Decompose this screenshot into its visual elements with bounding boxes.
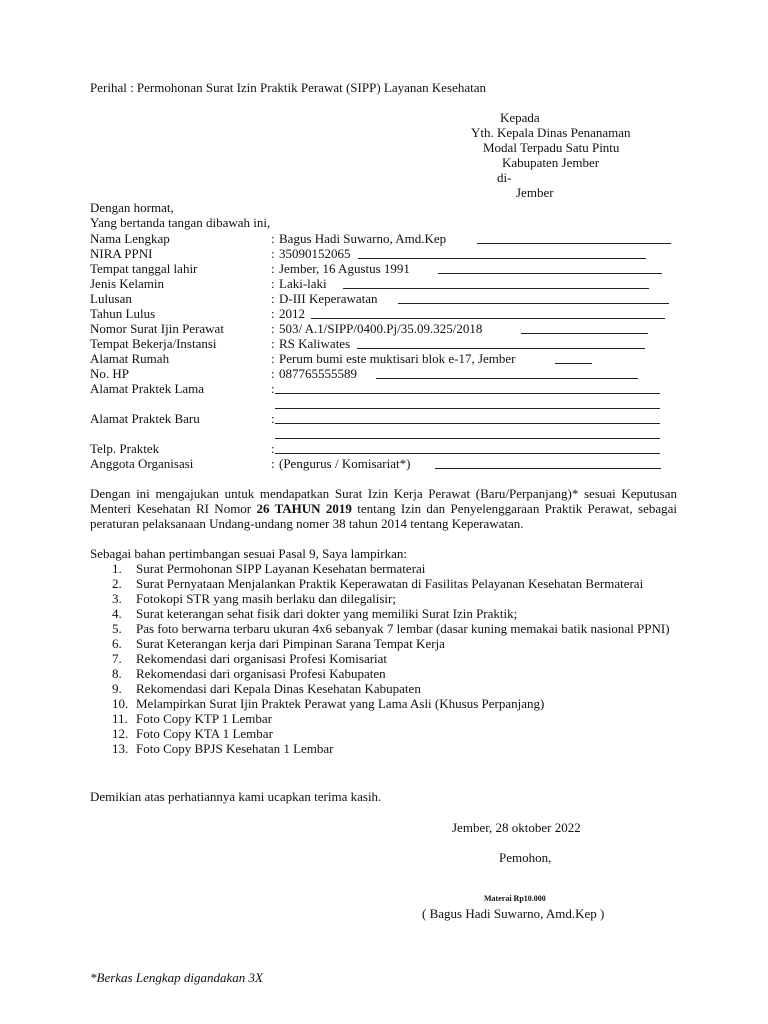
list-item: 3. Fotokopi STR yang masih berlaku dan dilegalisir; (112, 591, 396, 606)
list-item: 11. Foto Copy KTP 1 Lembar (112, 711, 273, 726)
field-telp-praktek (90, 441, 690, 456)
signer-name: ( Bagus Hadi Suwarno, Amd.Kep ) (422, 906, 605, 921)
field-colon: : (271, 381, 275, 396)
fill-line (521, 333, 648, 334)
list-item: 13. Foto Copy BPJS Kesehatan 1 Lembar (112, 741, 334, 756)
field-colon: : (271, 306, 275, 321)
fill-line (358, 258, 646, 259)
field-value: RS Kaliwates (279, 336, 351, 351)
field-value: Bagus Hadi Suwarno, Amd.Kep (279, 231, 447, 246)
field-value: Laki-laki (279, 276, 327, 291)
field-label: Jenis Kelamin (90, 276, 165, 291)
list-item: 7. Rekomendasi dari organisasi Profesi Komisariat (112, 651, 388, 666)
field-colon: : (271, 456, 275, 471)
fill-line (275, 423, 660, 424)
list-item: 8. Rekomendasi dari organisasi Profesi Kabupaten (112, 666, 386, 681)
field-label: Lulusan (90, 291, 132, 306)
intro-text: Yang bertanda tangan dibawah ini, (90, 215, 271, 230)
recipient-line-1: Kepada (500, 110, 540, 125)
field-jenis-kelamin (90, 276, 690, 291)
list-item: 2. Surat Pernyataan Menjalankan Praktik Keperawatan di Fasilitas Pelayanan Kesehatan Bermaterai (112, 576, 644, 591)
field-colon: : (271, 366, 275, 381)
list-item: 1. Surat Permohonan SIPP Layanan Kesehatan bermaterai (112, 561, 426, 576)
field-label: Nama Lengkap (90, 231, 170, 246)
fill-line (438, 273, 662, 274)
attachment-list (90, 561, 677, 756)
field-value: Jember, 16 Agustus 1991 (279, 261, 410, 276)
field-lulusan (90, 291, 690, 306)
fill-line (275, 408, 660, 409)
place-date: Jember, 28 oktober 2022 (452, 820, 581, 835)
fill-line (376, 378, 638, 379)
body-text: Dengan ini mengajukan untuk mendapatkan Surat Izin Kerja Perawat (Baru/Perpanjang)* sesuai Keputusan Menteri Kesehatan RI Nomor (90, 486, 677, 516)
recipient-line-3: Modal Terpadu Satu Pintu (483, 140, 620, 155)
greeting: Dengan hormat, (90, 200, 174, 215)
closing-text: Demikian atas perhatiannya kami ucapkan terima kasih. (90, 789, 382, 804)
body-paragraph (90, 486, 677, 531)
field-label: Anggota Organisasi (90, 456, 194, 471)
field-value: 2012 (279, 306, 305, 321)
field-colon: : (271, 231, 275, 246)
field-no-hp (90, 366, 690, 381)
field-alamat-praktek-lama (90, 381, 690, 396)
fill-line (555, 363, 592, 364)
field-tempat-tanggal-lahir (90, 261, 690, 276)
fill-line (477, 243, 671, 244)
fill-line (343, 288, 649, 289)
recipient-line-6: Jember (516, 185, 554, 200)
field-colon: : (271, 261, 275, 276)
field-colon: : (271, 321, 275, 336)
field-nama-lengkap (90, 231, 690, 246)
field-nomor-surat-ijin (90, 321, 690, 336)
signer-role: Pemohon, (499, 850, 552, 865)
field-colon: : (271, 441, 275, 456)
fill-line (311, 318, 665, 319)
subject-line: Perihal : Permohonan Surat Izin Praktik Perawat (SIPP) Layanan Kesehatan (90, 80, 487, 95)
field-alamat-praktek-baru (90, 411, 690, 426)
field-label: Tempat tanggal lahir (90, 261, 198, 276)
recipient-line-5: di- (497, 170, 512, 185)
recipient-line-2: Yth. Kepala Dinas Penanaman (471, 125, 631, 140)
decree-number: 26 TAHUN 2019 (256, 501, 352, 516)
field-label: Alamat Praktek Baru (90, 411, 200, 426)
field-label: No. HP (90, 366, 130, 381)
list-item: 10. Melampirkan Surat Ijin Praktek Perawat yang Lama Asli (Khusus Perpanjang) (112, 696, 545, 711)
fill-line (275, 393, 660, 394)
field-anggota-organisasi (90, 456, 690, 471)
field-value: D-III Keperawatan (279, 291, 378, 306)
field-label: NIRA PPNI (90, 246, 153, 261)
field-value: Perum bumi este muktisari blok e-17, Jember (279, 351, 516, 366)
list-item: 4. Surat keterangan sehat fisik dari dokter yang memiliki Surat Izin Praktik; (112, 606, 518, 621)
field-colon: : (271, 246, 275, 261)
fill-line (435, 468, 661, 469)
attachment-intro: Sebagai bahan pertimbangan sesuai Pasal 9, Saya lampirkan: (90, 546, 407, 561)
field-value: 35090152065 (279, 246, 351, 261)
recipient-line-4: Kabupaten Jember (502, 155, 600, 170)
fill-line (398, 303, 669, 304)
body-text: tentang Izin dan Penyelenggaraan Praktik Perawat, sebagai peraturan pelaksanaan Undang-undang nomer 38 tahun 2014 tentang Keperawatan. (90, 501, 677, 531)
fill-line (275, 438, 660, 439)
list-item: 5. Pas foto berwarna terbaru ukuran 4x6 sebanyak 7 lembar (dasar kuning memakai batik nasional PPNI) (112, 621, 670, 636)
field-colon: : (271, 351, 275, 366)
field-label: Tahun Lulus (90, 306, 156, 321)
field-label: Tempat Bekerja/Instansi (90, 336, 217, 351)
field-value: (Pengurus / Komisariat*) (279, 456, 411, 471)
list-item: 6. Surat Keterangan kerja dari Pimpinan Sarana Tempat Kerja (112, 636, 445, 651)
footnote: *Berkas Lengkap digandakan 3X (90, 970, 263, 985)
field-label: Nomor Surat Ijin Perawat (90, 321, 224, 336)
field-colon: : (271, 411, 275, 426)
field-colon: : (271, 336, 275, 351)
field-label: Alamat Praktek Lama (90, 381, 205, 396)
field-label: Telp. Praktek (90, 441, 160, 456)
field-nira-ppni (90, 246, 690, 261)
list-item: 9. Rekomendasi dari Kepala Dinas Kesehatan Kabupaten (112, 681, 421, 696)
fill-line (275, 453, 660, 454)
stamp-duty-label: Materai Rp10.000 (484, 894, 546, 903)
list-item: 12. Foto Copy KTA 1 Lembar (112, 726, 273, 741)
field-tahun-lulus (90, 306, 690, 321)
fill-line (357, 348, 645, 349)
field-alamat-rumah (90, 351, 690, 366)
field-label: Alamat Rumah (90, 351, 170, 366)
field-colon: : (271, 291, 275, 306)
field-colon: : (271, 276, 275, 291)
field-tempat-bekerja (90, 336, 690, 351)
field-value: 503/ A.1/SIPP/0400.Pj/35.09.325/2018 (279, 321, 483, 336)
field-value: 087765555589 (279, 366, 357, 381)
